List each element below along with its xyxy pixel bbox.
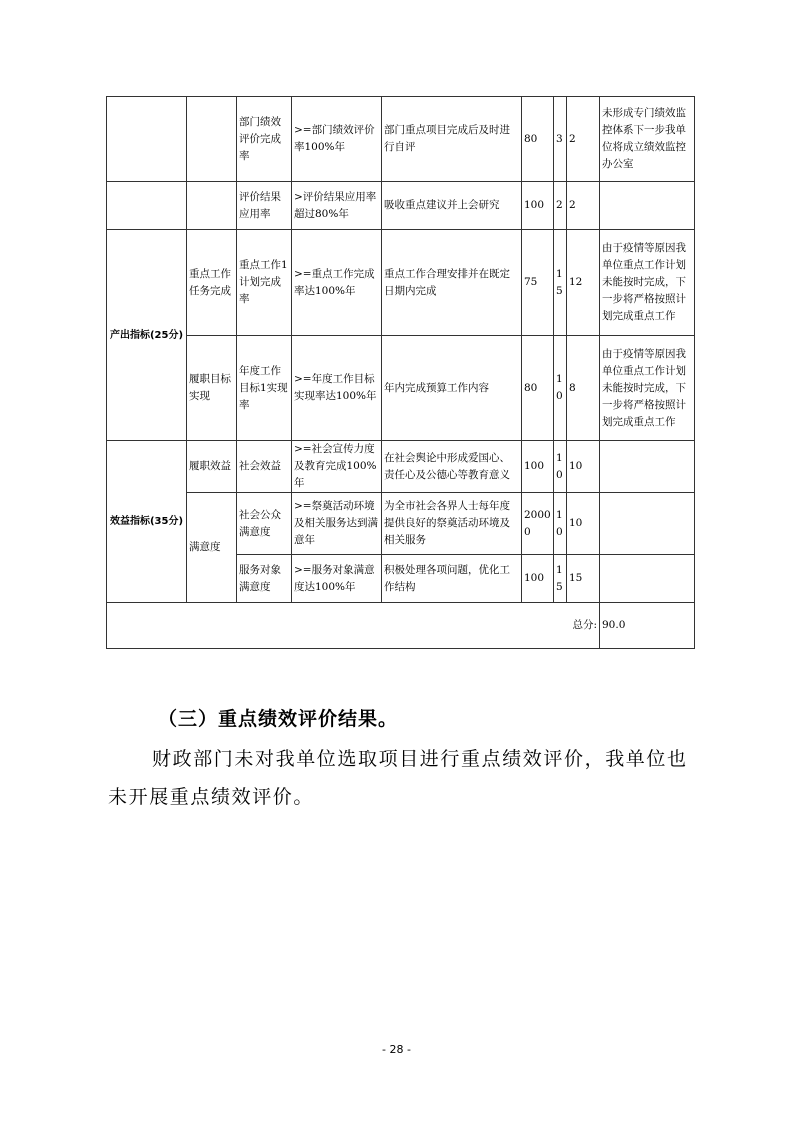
level2-indicator-cell: 满意度 <box>187 493 237 603</box>
target-value-cell: >=部门绩效评价率100%年 <box>292 97 382 182</box>
completion-value-cell: 80 <box>522 97 554 182</box>
score-cell: 8 <box>567 336 600 441</box>
level1-indicator-cell <box>107 182 187 230</box>
actual-completion-cell: 部门重点项目完成后及时进行自评 <box>382 97 522 182</box>
total-row <box>107 603 695 649</box>
deviation-note-cell: 由于疫情等原因我单位重点工作计划未能按时完成，下一步将严格按照计划完成重点工作 <box>600 230 695 336</box>
deviation-note-cell <box>600 441 695 493</box>
completion-value-cell: 100 <box>522 555 554 603</box>
deviation-note-cell: 未形成专门绩效监控体系下一步我单位将成立绩效监控办公室 <box>600 97 695 182</box>
level2-indicator-cell: 重点工作任务完成 <box>187 230 237 336</box>
completion-value-cell: 20000 <box>522 493 554 555</box>
table-row <box>107 230 695 336</box>
performance-evaluation-table <box>106 96 695 649</box>
actual-completion-cell: 吸收重点建议并上会研究 <box>382 182 522 230</box>
paragraph-text: 财政部门未对我单位选取项目进行重点绩效评价，我单位也未开展重点绩效评价。 <box>108 748 688 808</box>
target-value-cell: >=重点工作完成率达100%年 <box>292 230 382 336</box>
weight-cell: 10 <box>554 441 567 493</box>
level2-indicator-cell <box>187 97 237 182</box>
table-row <box>107 97 695 182</box>
page-number: - 28 - <box>382 1043 411 1056</box>
actual-completion-cell: 为全市社会各界人士每年度提供良好的祭奠活动环境及相关服务 <box>382 493 522 555</box>
deviation-note-cell: 由于疫情等原因我单位重点工作计划未能按时完成，下一步将严格按照计划完成重点工作 <box>600 336 695 441</box>
table-row <box>107 493 695 555</box>
actual-completion-cell: 积极处理各项问题，优化工作结构 <box>382 555 522 603</box>
level3-indicator-cell: 重点工作1计划完成率 <box>237 230 292 336</box>
level3-indicator-cell: 部门绩效评价完成率 <box>237 97 292 182</box>
level3-indicator-cell: 评价结果应用率 <box>237 182 292 230</box>
total-value: 90.0 <box>600 603 695 649</box>
target-value-cell: >=服务对象满意度达100%年 <box>292 555 382 603</box>
target-value-cell: >=社会宣传力度及教育完成100%年 <box>292 441 382 493</box>
weight-cell: 10 <box>554 336 567 441</box>
deviation-note-cell <box>600 555 695 603</box>
score-cell: 15 <box>567 555 600 603</box>
level1-indicator-cell: 效益指标(35分) <box>107 441 187 603</box>
weight-cell: 2 <box>554 182 567 230</box>
target-value-cell: >=年度工作目标实现率达100%年 <box>292 336 382 441</box>
weight-cell: 10 <box>554 493 567 555</box>
level2-indicator-cell: 履职效益 <box>187 441 237 493</box>
score-cell: 10 <box>567 441 600 493</box>
table-row <box>107 441 695 493</box>
level3-indicator-cell: 年度工作目标1实现率 <box>237 336 292 441</box>
score-cell: 12 <box>567 230 600 336</box>
completion-value-cell: 100 <box>522 441 554 493</box>
target-value-cell: >评价结果应用率超过80%年 <box>292 182 382 230</box>
deviation-note-cell <box>600 182 695 230</box>
actual-completion-cell: 在社会舆论中形成爱国心、责任心及公德心等教育意义 <box>382 441 522 493</box>
actual-completion-cell: 重点工作合理安排并在既定日期内完成 <box>382 230 522 336</box>
body-paragraph <box>108 740 693 816</box>
deviation-note-cell <box>600 493 695 555</box>
actual-completion-cell: 年内完成预算工作内容 <box>382 336 522 441</box>
score-cell: 10 <box>567 493 600 555</box>
target-value-cell: >=祭奠活动环境及相关服务达到满意年 <box>292 493 382 555</box>
score-cell: 2 <box>567 97 600 182</box>
weight-cell: 15 <box>554 555 567 603</box>
weight-cell: 15 <box>554 230 567 336</box>
completion-value-cell: 75 <box>522 230 554 336</box>
score-cell: 2 <box>567 182 600 230</box>
table-row <box>107 336 695 441</box>
level2-indicator-cell: 履职目标实现 <box>187 336 237 441</box>
weight-cell: 3 <box>554 97 567 182</box>
level3-indicator-cell: 社会公众满意度 <box>237 493 292 555</box>
level1-indicator-cell <box>107 97 187 182</box>
section-heading: （三）重点绩效评价结果。 <box>158 708 399 730</box>
level1-indicator-cell: 产出指标(25分) <box>107 230 187 441</box>
completion-value-cell: 100 <box>522 182 554 230</box>
total-label: 总分: <box>107 603 600 649</box>
completion-value-cell: 80 <box>522 336 554 441</box>
level3-indicator-cell: 服务对象满意度 <box>237 555 292 603</box>
table-row <box>107 182 695 230</box>
level2-indicator-cell <box>187 182 237 230</box>
level3-indicator-cell: 社会效益 <box>237 441 292 493</box>
